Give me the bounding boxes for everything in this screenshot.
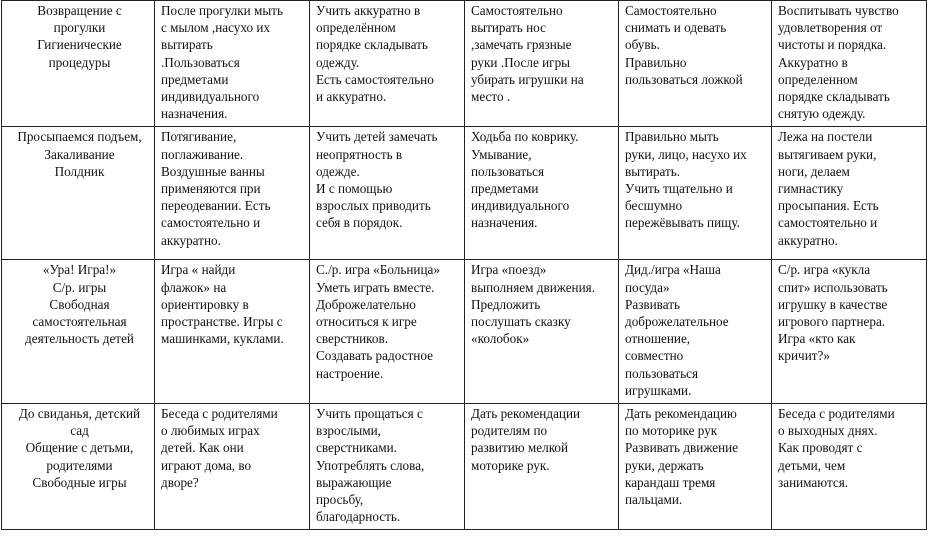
cell-text-line: одежде. [316,163,360,179]
cell-text-line: аккуратно. [161,232,221,248]
cell-text-line: и аккуратно. [316,89,387,105]
cell-text-line: Игра «поезд» [471,262,547,278]
cell-text-line: Воздушные ванны [161,163,265,179]
cell-text-line: предметами [471,181,539,197]
cell-text-line: взрослыми, [316,423,381,439]
cell-text-line: вытирать нос [471,20,546,36]
cell-text-line: моторике рук. [471,457,550,473]
routine-activity-cell [2,127,155,260]
cell-text-line: ,замечать грязные [471,37,572,53]
cell-text-line: руки .После игры [471,54,571,70]
table-cell [155,404,310,530]
cell-text-line: Просыпаемся подъем, [17,129,142,145]
cell-text-line: игрового партнера. [778,314,886,330]
routine-activity-cell [2,260,155,404]
routine-activity-cell [2,1,155,127]
cell-text-line: определённом [316,20,396,36]
cell-text-line: играют дома, во [161,457,252,473]
cell-text-line: руки, держать [625,457,704,473]
cell-text-line: самостоятельно и [161,215,261,231]
cell-text-line: относиться к игре [316,314,417,330]
cell-text-line: карандаш тремя [625,474,716,490]
cell-text-line: ориентировку в [161,296,249,312]
cell-text-line: Свободная [49,296,110,312]
cell-text-line: руки, лицо, насухо их [625,146,747,162]
cell-text-line: индивидуального [161,89,260,105]
cell-text-line: Игра « найди [161,262,236,278]
table-cell [619,127,772,260]
cell-text-line: Развивать [625,296,681,312]
table-cell [465,404,619,530]
cell-text-line: детей. Как они [161,440,244,456]
table-cell [772,1,927,127]
cell-text-line: Беседа с родителями [161,406,278,422]
cell-text-line: неопрятность в [316,146,403,162]
cell-text-line: удовлетворения от [778,20,883,36]
cell-text-line: родителями [46,457,113,473]
table-row [2,1,927,127]
table-cell [310,404,465,530]
cell-text-line: кричит?» [778,348,830,364]
cell-text-line: Самостоятельно [471,3,563,18]
table-row [2,404,927,530]
cell-text-line: с мылом ,насухо их [161,20,271,36]
cell-text-line: благодарность. [316,509,401,525]
cell-text-line: настроение. [316,365,384,381]
cell-text-line: Уметь играть вместе. [316,279,435,295]
cell-text-line: Учить прощаться с [316,406,423,422]
table-cell [772,404,927,530]
cell-text-line: Доброжелательно [316,296,416,312]
table-cell [155,127,310,260]
cell-text-line: совместно [625,348,684,364]
cell-text-line: о любимых играх [161,423,260,439]
cell-text-line: снимать и одевать [625,20,727,36]
cell-text-line: флажок» на [161,279,227,295]
cell-text-line: сверстниками. [316,440,397,456]
cell-text-line: родителям по [471,423,548,439]
cell-text-line: С/р. игра «кукла [778,262,871,278]
cell-text-line: Гигиенические [37,37,122,53]
table-cell [155,260,310,404]
cell-text-line: просыпания. Есть [778,198,879,214]
table-row [2,260,927,404]
cell-text-line: Общение с детьми, [25,440,134,456]
cell-text-line: о выходных днях. [778,423,878,439]
cell-text-line: по моторике рук [625,423,718,439]
cell-text-line: занимаются. [778,474,849,490]
table-cell [619,260,772,404]
cell-text-line: себя в порядок. [316,215,403,231]
cell-text-line: После прогулки мыть [161,3,284,18]
cell-text-line: развитию мелкой [471,440,569,456]
cell-text-line: игрушку в качестве [778,296,888,312]
table-cell [310,127,465,260]
cell-text-line: одежду. [316,54,360,70]
cell-text-line: Как проводят с [778,440,863,456]
cell-text-line: чистоты и порядка. [778,37,887,53]
cell-text-line: место . [471,89,511,105]
cell-text-line: пальцами. [625,492,683,508]
cell-text-line: посуда» [625,279,670,295]
cell-text-line: И с помощью [316,181,393,197]
cell-text-line: пережёвывать пищу. [625,215,740,231]
cell-text-line: Дать рекомендацию [625,406,737,422]
cell-text-line: снятую одежду. [778,106,866,122]
cell-text-line: Развивать движение [625,440,739,456]
cell-text-line: порядке складывать [778,89,890,105]
cell-text-line: поглаживание. [161,146,244,162]
cell-text-line: Дид./игра «Наша [625,262,721,278]
cell-text-line: отношение, [625,331,691,347]
cell-text-line: Правильно [625,54,687,70]
table-cell [465,1,619,127]
cell-text-line: Закаливание [44,146,115,162]
cell-text-line: просьбу, [316,492,364,508]
cell-text-line: Дать рекомендации [471,406,581,422]
cell-text-line: Умывание, [471,146,532,162]
cell-text-line: Потягивание, [161,129,237,145]
cell-text-line: Воспитывать чувство [778,3,899,18]
cell-text-line: пространстве. Игры с [161,314,283,330]
cell-text-line: С/р. игры [52,279,107,295]
daily-routine-table [1,0,927,530]
cell-text-line: Создавать радостное [316,348,433,364]
cell-text-line: индивидуального [471,198,570,214]
cell-text-line: прогулки [53,20,106,36]
cell-text-line: Свободные игры [32,474,127,490]
cell-text-line: обувь. [625,37,660,53]
table-cell [465,260,619,404]
cell-text-line: Учить детей замечать [316,129,438,145]
cell-text-line: вытирать. [625,163,681,179]
table-cell [772,127,927,260]
cell-text-line: Возвращение с [37,3,122,18]
cell-text-line: Предложить [471,296,541,312]
cell-text-line: Беседа с родителями [778,406,895,422]
cell-text-line: Лежа на постели [778,129,873,145]
cell-text-line: бесшумно [625,198,683,214]
cell-text-line: До свиданья, детский [18,406,141,422]
cell-text-line: Есть самостоятельно [316,71,434,87]
cell-text-line: пользоваться [471,163,545,179]
cell-text-line: Употреблять слова, [316,457,425,473]
cell-text-line: переодевании. Есть [161,198,271,214]
table-cell [155,1,310,127]
cell-text-line: аккуратно. [778,232,838,248]
cell-text-line: игрушками. [625,382,692,398]
cell-text-line: самостоятельно и [778,215,878,231]
cell-text-line: Игра «кто как [778,331,856,347]
cell-text-line: применяются при [161,181,261,197]
cell-text-line: определенном [778,71,858,87]
cell-text-line: деятельность детей [25,331,134,347]
cell-text-line: назначения. [471,215,538,231]
cell-text-line: пользоваться ложкой [625,71,743,87]
cell-text-line: процедуры [48,54,111,70]
cell-text-line: пользоваться [625,365,699,381]
cell-text-line: вытирать [161,37,213,53]
cell-text-line: назначения. [161,106,228,122]
table-cell [619,404,772,530]
cell-text-line: Учить аккуратно в [316,3,421,18]
cell-text-line: вытягиваем руки, [778,146,877,162]
cell-text-line: гимнастику [778,181,844,197]
table-row [2,127,927,260]
routine-activity-cell [2,404,155,530]
cell-text-line: дворе? [161,474,199,490]
table-cell [310,260,465,404]
table-cell [772,260,927,404]
cell-text-line: Самостоятельно [625,3,717,18]
table-cell [310,1,465,127]
cell-text-line: спит» использовать [778,279,888,295]
cell-text-line: доброжелательное [625,314,729,330]
cell-text-line: Ходьба по коврику. [471,129,579,145]
cell-text-line: взрослых приводить [316,198,431,214]
cell-text-line: предметами [161,71,229,87]
cell-text-line: выполняем движения. [471,279,596,295]
cell-text-line: самостоятельная [32,314,127,330]
cell-text-line: Полдник [54,163,105,179]
cell-text-line: Правильно мыть [625,129,719,145]
cell-text-line: сад [70,423,89,439]
cell-text-line: «колобок» [471,331,530,347]
table-cell [619,1,772,127]
cell-text-line: Аккуратно в [778,54,848,70]
cell-text-line: Учить тщательно и [625,181,733,197]
table-cell [465,127,619,260]
cell-text-line: выражающие [316,474,392,490]
cell-text-line: С./р. игра «Больница» [316,262,440,278]
table-body [2,1,927,530]
cell-text-line: ноги, делаем [778,163,850,179]
cell-text-line: .Пользоваться [161,54,240,70]
cell-text-line: сверстников. [316,331,389,347]
cell-text-line: «Ура! Игра!» [42,262,117,278]
cell-text-line: детьми, чем [778,457,846,473]
cell-text-line: машинками, куклами. [161,331,284,347]
cell-text-line: убирать игрушки на [471,71,584,87]
cell-text-line: порядке складывать [316,37,428,53]
cell-text-line: послушать сказку [471,314,571,330]
